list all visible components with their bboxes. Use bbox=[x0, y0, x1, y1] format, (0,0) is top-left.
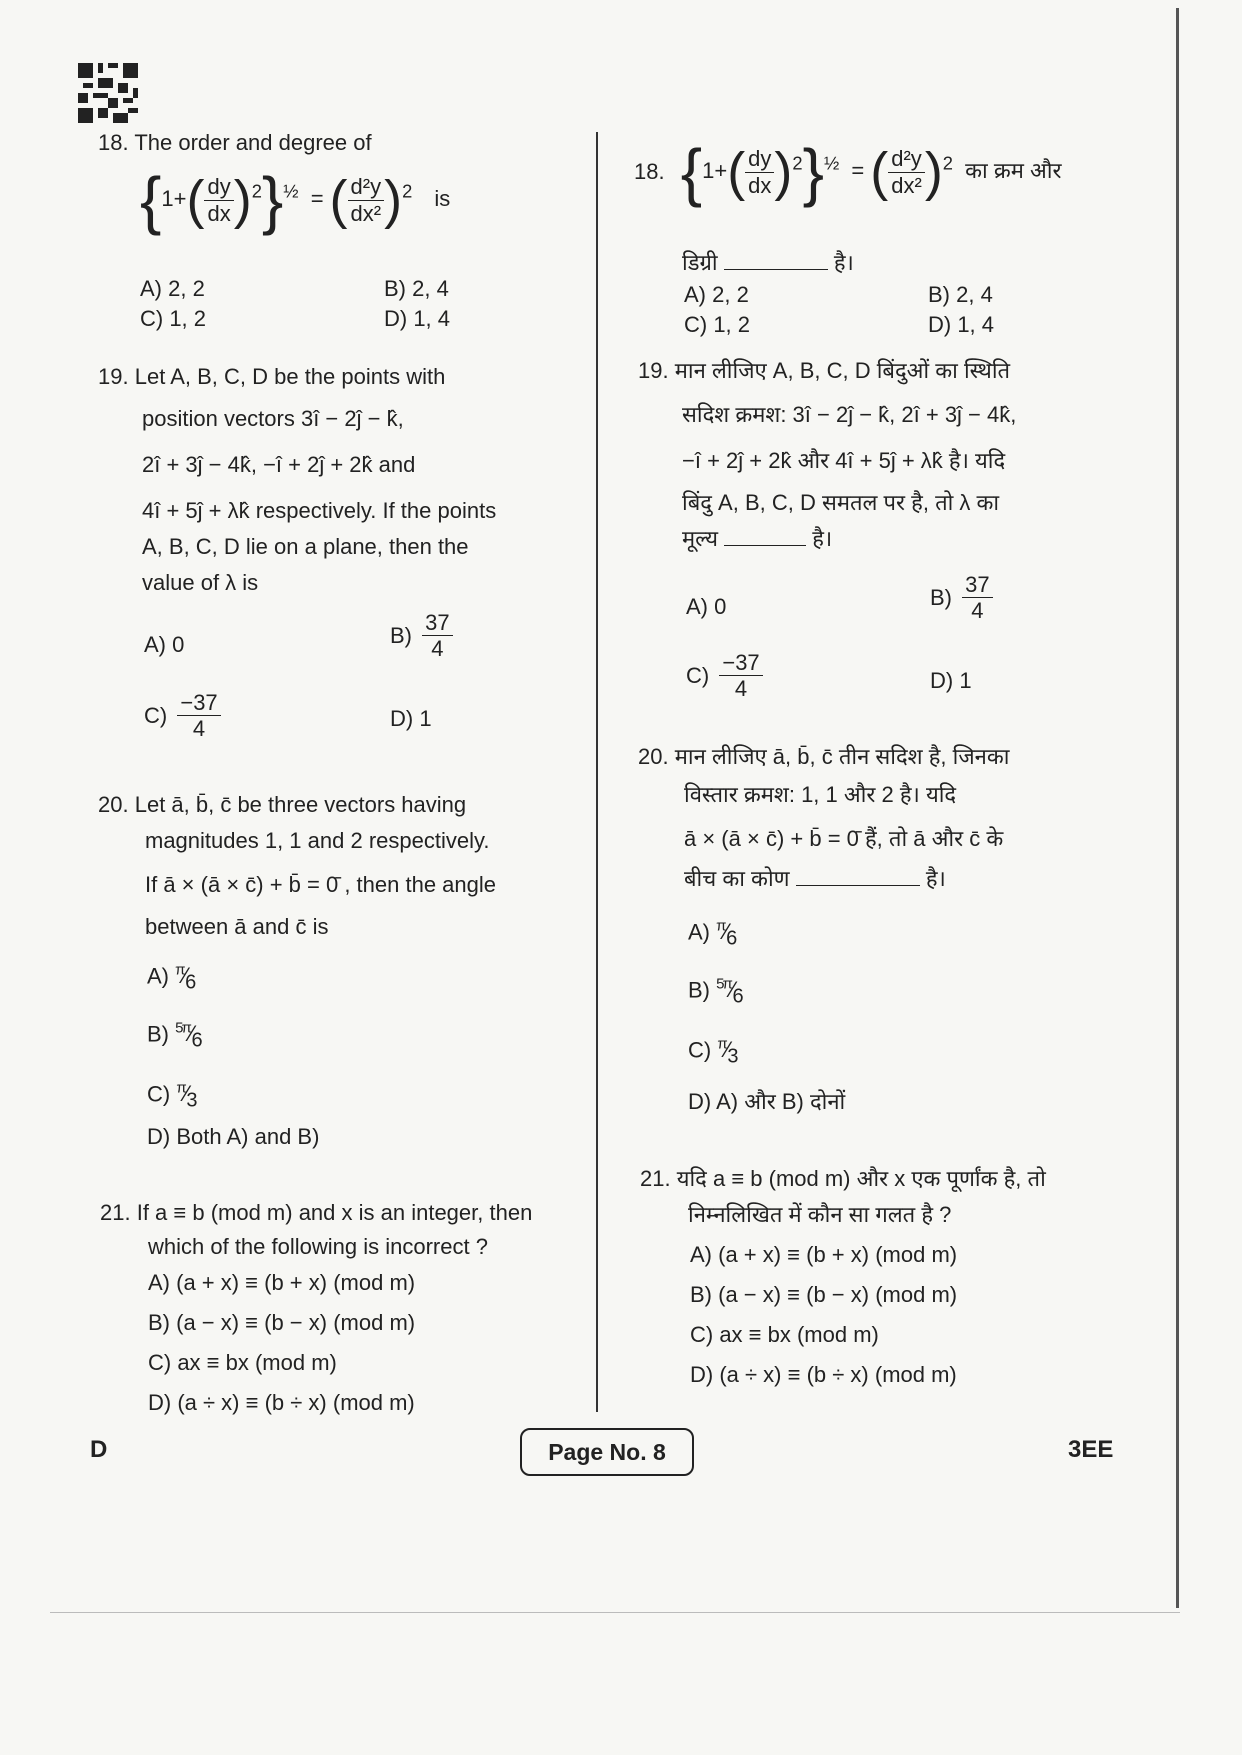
question-19-line-1: 19. Let A, B, C, D be the points with bbox=[98, 364, 446, 389]
option-b[interactable]: B) 2, 4 bbox=[384, 276, 449, 301]
question-19-hindi-line-1: 19. मान लीजिए A, B, C, D बिंदुओं का स्थिति bbox=[638, 358, 1011, 383]
option-b[interactable]: B) $\frac{37}{4}$ bbox=[390, 610, 453, 662]
option-d[interactable]: D) (a ÷ x) ≡ (b ÷ x) (mod m) bbox=[690, 1362, 957, 1387]
option-c[interactable]: C) $\frac{-37}{4}$ bbox=[144, 690, 221, 742]
question-21-hindi-line-2: निम्नलिखित में कौन सा गलत है ? bbox=[688, 1202, 952, 1227]
option-a[interactable]: A) 2, 2 bbox=[140, 276, 205, 301]
option-b[interactable]: B) $^{5\pi}⁄_6$ bbox=[147, 1020, 201, 1052]
question-20-hindi-line-3: ā × (ā × c̄) + b̄ = 0̄ हैं, तो ā और c̄ के bbox=[684, 826, 1004, 851]
question-18-hindi-equation: 18. {1+( $\frac{dy}{dx}$ )$^2$}$^{\frac{1}{2}}$ = ( $\frac{\text{d²y}}{\text{dx²}}$ )$^2$ का क्रम और bbox=[634, 136, 1062, 208]
option-d[interactable]: D) (a ÷ x) ≡ (b ÷ x) (mod m) bbox=[148, 1390, 415, 1415]
option-c[interactable]: C) 1, 2 bbox=[684, 312, 751, 337]
question-19-hindi-line-5: मूल्य है। bbox=[682, 526, 833, 551]
question-20-line-1: 20. Let ā, b̄, c̄ be three vectors having bbox=[98, 792, 467, 817]
qr-code-icon bbox=[78, 62, 138, 124]
option-b[interactable]: B) $^{5\pi}⁄_6$ bbox=[688, 976, 742, 1008]
option-d[interactable]: D) 1, 4 bbox=[384, 306, 451, 331]
option-c[interactable]: C) $\frac{-37}{4}$ bbox=[686, 650, 763, 702]
question-21-line-2: which of the following is incorrect ? bbox=[148, 1234, 488, 1259]
footer-rule bbox=[50, 1612, 1180, 1613]
question-20-hindi-line-4: बीच का कोण है। bbox=[684, 866, 946, 891]
option-c[interactable]: C) ax ≡ bx (mod m) bbox=[690, 1322, 879, 1347]
question-18-hindi-line-2: डिग्री है। bbox=[682, 250, 854, 275]
option-d[interactable]: D) Both A) and B) bbox=[147, 1124, 320, 1149]
option-d[interactable]: D) 1, 4 bbox=[928, 312, 995, 337]
option-c[interactable]: C) ax ≡ bx (mod m) bbox=[148, 1350, 337, 1375]
option-a[interactable]: A) (a + x) ≡ (b + x) (mod m) bbox=[148, 1270, 416, 1295]
question-20-line-3: If ā × (ā × c̄) + b̄ = 0̄ , then the angle bbox=[145, 872, 497, 897]
option-a[interactable]: A) 0 bbox=[686, 594, 727, 619]
option-b[interactable]: B) $\frac{37}{4}$ bbox=[930, 572, 993, 624]
question-21-line-1: 21. If a ≡ b (mod m) and x is an integer, then bbox=[100, 1200, 533, 1225]
question-20-hindi-line-1: 20. मान लीजिए ā, b̄, c̄ तीन सदिश है, जिनका bbox=[638, 744, 1010, 769]
option-c[interactable]: C) $^\pi⁄_3$ bbox=[688, 1036, 737, 1068]
page-edge-line bbox=[1176, 8, 1179, 1608]
option-d[interactable]: D) 1 bbox=[930, 668, 972, 693]
question-19-line-5: A, B, C, D lie on a plane, then the bbox=[142, 534, 469, 559]
option-a[interactable]: A) (a + x) ≡ (b + x) (mod m) bbox=[690, 1242, 958, 1267]
question-19-line-2: position vectors 3î − 2ĵ − k̂, bbox=[142, 406, 404, 431]
option-b[interactable]: B) (a − x) ≡ (b − x) (mod m) bbox=[148, 1310, 416, 1335]
question-18-equation: {1+( $\frac{dy}{dx}$ )$^2$}$^{\frac{1}{2}}$ = ( $\frac{\text{d²y}}{\text{dx²}}$ )$^2$ is bbox=[140, 164, 451, 236]
option-a[interactable]: A) $^\pi⁄_6$ bbox=[147, 962, 195, 994]
option-c[interactable]: C) 1, 2 bbox=[140, 306, 207, 331]
booklet-series-code: D bbox=[90, 1436, 108, 1463]
option-b[interactable]: B) (a − x) ≡ (b − x) (mod m) bbox=[690, 1282, 958, 1307]
question-19-hindi-line-3: −î + 2ĵ + 2k̂ और 4î + 5ĵ + λk̂ है। यदि bbox=[682, 448, 1006, 473]
question-19-hindi-line-2: सदिश क्रमश: 3î − 2ĵ − k̂, 2î + 3ĵ − 4k̂, bbox=[682, 402, 1017, 427]
option-d[interactable]: D) A) और B) दोनों bbox=[688, 1089, 846, 1114]
question-20-line-4: between ā and c̄ is bbox=[145, 914, 329, 939]
option-d[interactable]: D) 1 bbox=[390, 706, 432, 731]
question-19-hindi-line-4: बिंदु A, B, C, D समतल पर है, तो λ का bbox=[682, 490, 1000, 515]
question-21-hindi-line-1: 21. यदि a ≡ b (mod m) और x एक पूर्णांक है, तो bbox=[640, 1166, 1046, 1191]
option-a[interactable]: A) 2, 2 bbox=[684, 282, 749, 307]
column-divider bbox=[596, 132, 598, 1412]
option-a[interactable]: A) 0 bbox=[144, 632, 185, 657]
question-19-line-4: 4î + 5ĵ + λk̂ respectively. If the points bbox=[142, 498, 497, 523]
question-19-line-6: value of λ is bbox=[142, 570, 259, 595]
option-b[interactable]: B) 2, 4 bbox=[928, 282, 993, 307]
question-20-line-2: magnitudes 1, 1 and 2 respectively. bbox=[145, 828, 490, 853]
option-c[interactable]: C) $^\pi⁄_3$ bbox=[147, 1080, 196, 1112]
question-20-hindi-line-2: विस्तार क्रमश: 1, 1 और 2 है। यदि bbox=[684, 782, 957, 807]
page-number-box: Page No. 8 bbox=[520, 1428, 694, 1476]
paper-code: 3EE bbox=[1068, 1436, 1114, 1463]
option-a[interactable]: A) $^\pi⁄_6$ bbox=[688, 918, 736, 950]
question-19-line-3: 2î + 3ĵ − 4k̂, −î + 2ĵ + 2k̂ and bbox=[142, 452, 416, 477]
question-18-stem: 18. The order and degree of bbox=[98, 130, 372, 155]
